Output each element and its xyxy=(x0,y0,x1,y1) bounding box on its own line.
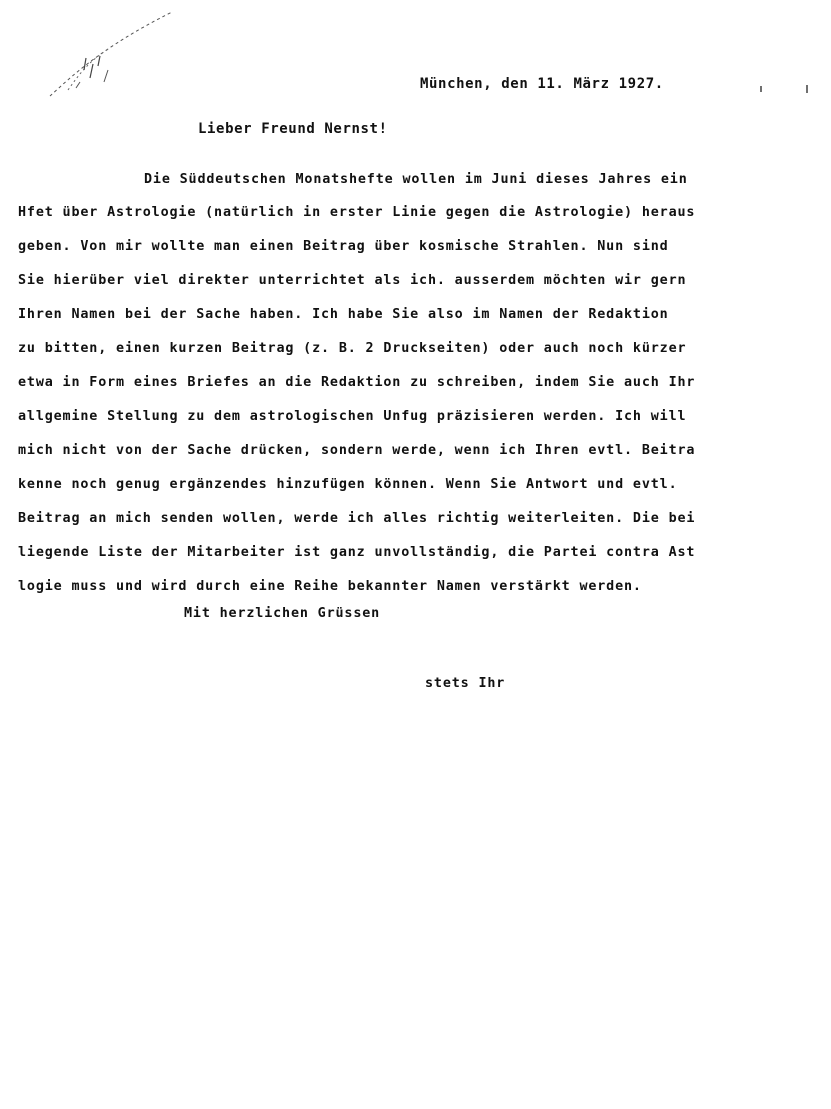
body-line: geben. Von mir wollte man einen Beitrag über kosmische Strahlen. Nun sind xyxy=(18,239,669,254)
letter-closing: Mit herzlichen Grüssen xyxy=(184,606,381,621)
body-line: liegende Liste der Mitarbeiter ist ganz unvollständig, die Partei contra Ast xyxy=(18,545,696,560)
body-line: zu bitten, einen kurzen Beitrag (z. B. 2 Druckseiten) oder auch noch kürzer xyxy=(18,341,687,356)
body-line: Ihren Namen bei der Sache haben. Ich habe Sie also im Namen der Redaktion xyxy=(18,307,669,322)
body-line: mich nicht von der Sache drücken, sondern werde, wenn ich Ihren evtl. Beitra xyxy=(18,443,696,458)
handwritten-mark xyxy=(40,8,180,108)
body-line: etwa in Form eines Briefes an die Redaktion zu schreiben, indem Sie auch Ihr xyxy=(18,375,696,390)
letter-dateline: München, den 11. März 1927. xyxy=(420,76,664,92)
body-line: Sie hierüber viel direkter unterrichtet als ich. ausserdem möchten wir gern xyxy=(18,273,687,288)
letter-salutation: Lieber Freund Nernst! xyxy=(198,121,388,137)
body-line: kenne noch genug ergänzendes hinzufügen können. Wenn Sie Antwort und evtl. xyxy=(18,477,678,492)
body-line: Hfet über Astrologie (natürlich in erster Linie gegen die Astrologie) heraus xyxy=(18,205,696,220)
body-line: logie muss und wird durch eine Reihe bekannter Namen verstärkt werden. xyxy=(18,579,642,594)
body-line: Die Süddeutschen Monatshefte wollen im Juni dieses Jahres ein xyxy=(144,172,688,187)
body-line: Beitrag an mich senden wollen, werde ich alles richtig weiterleiten. Die bei xyxy=(18,511,696,526)
margin-marks xyxy=(755,80,815,100)
letter-signoff: stets Ihr xyxy=(425,676,506,691)
body-line: allgemine Stellung zu dem astrologischen Unfug präzisieren werden. Ich will xyxy=(18,409,687,424)
